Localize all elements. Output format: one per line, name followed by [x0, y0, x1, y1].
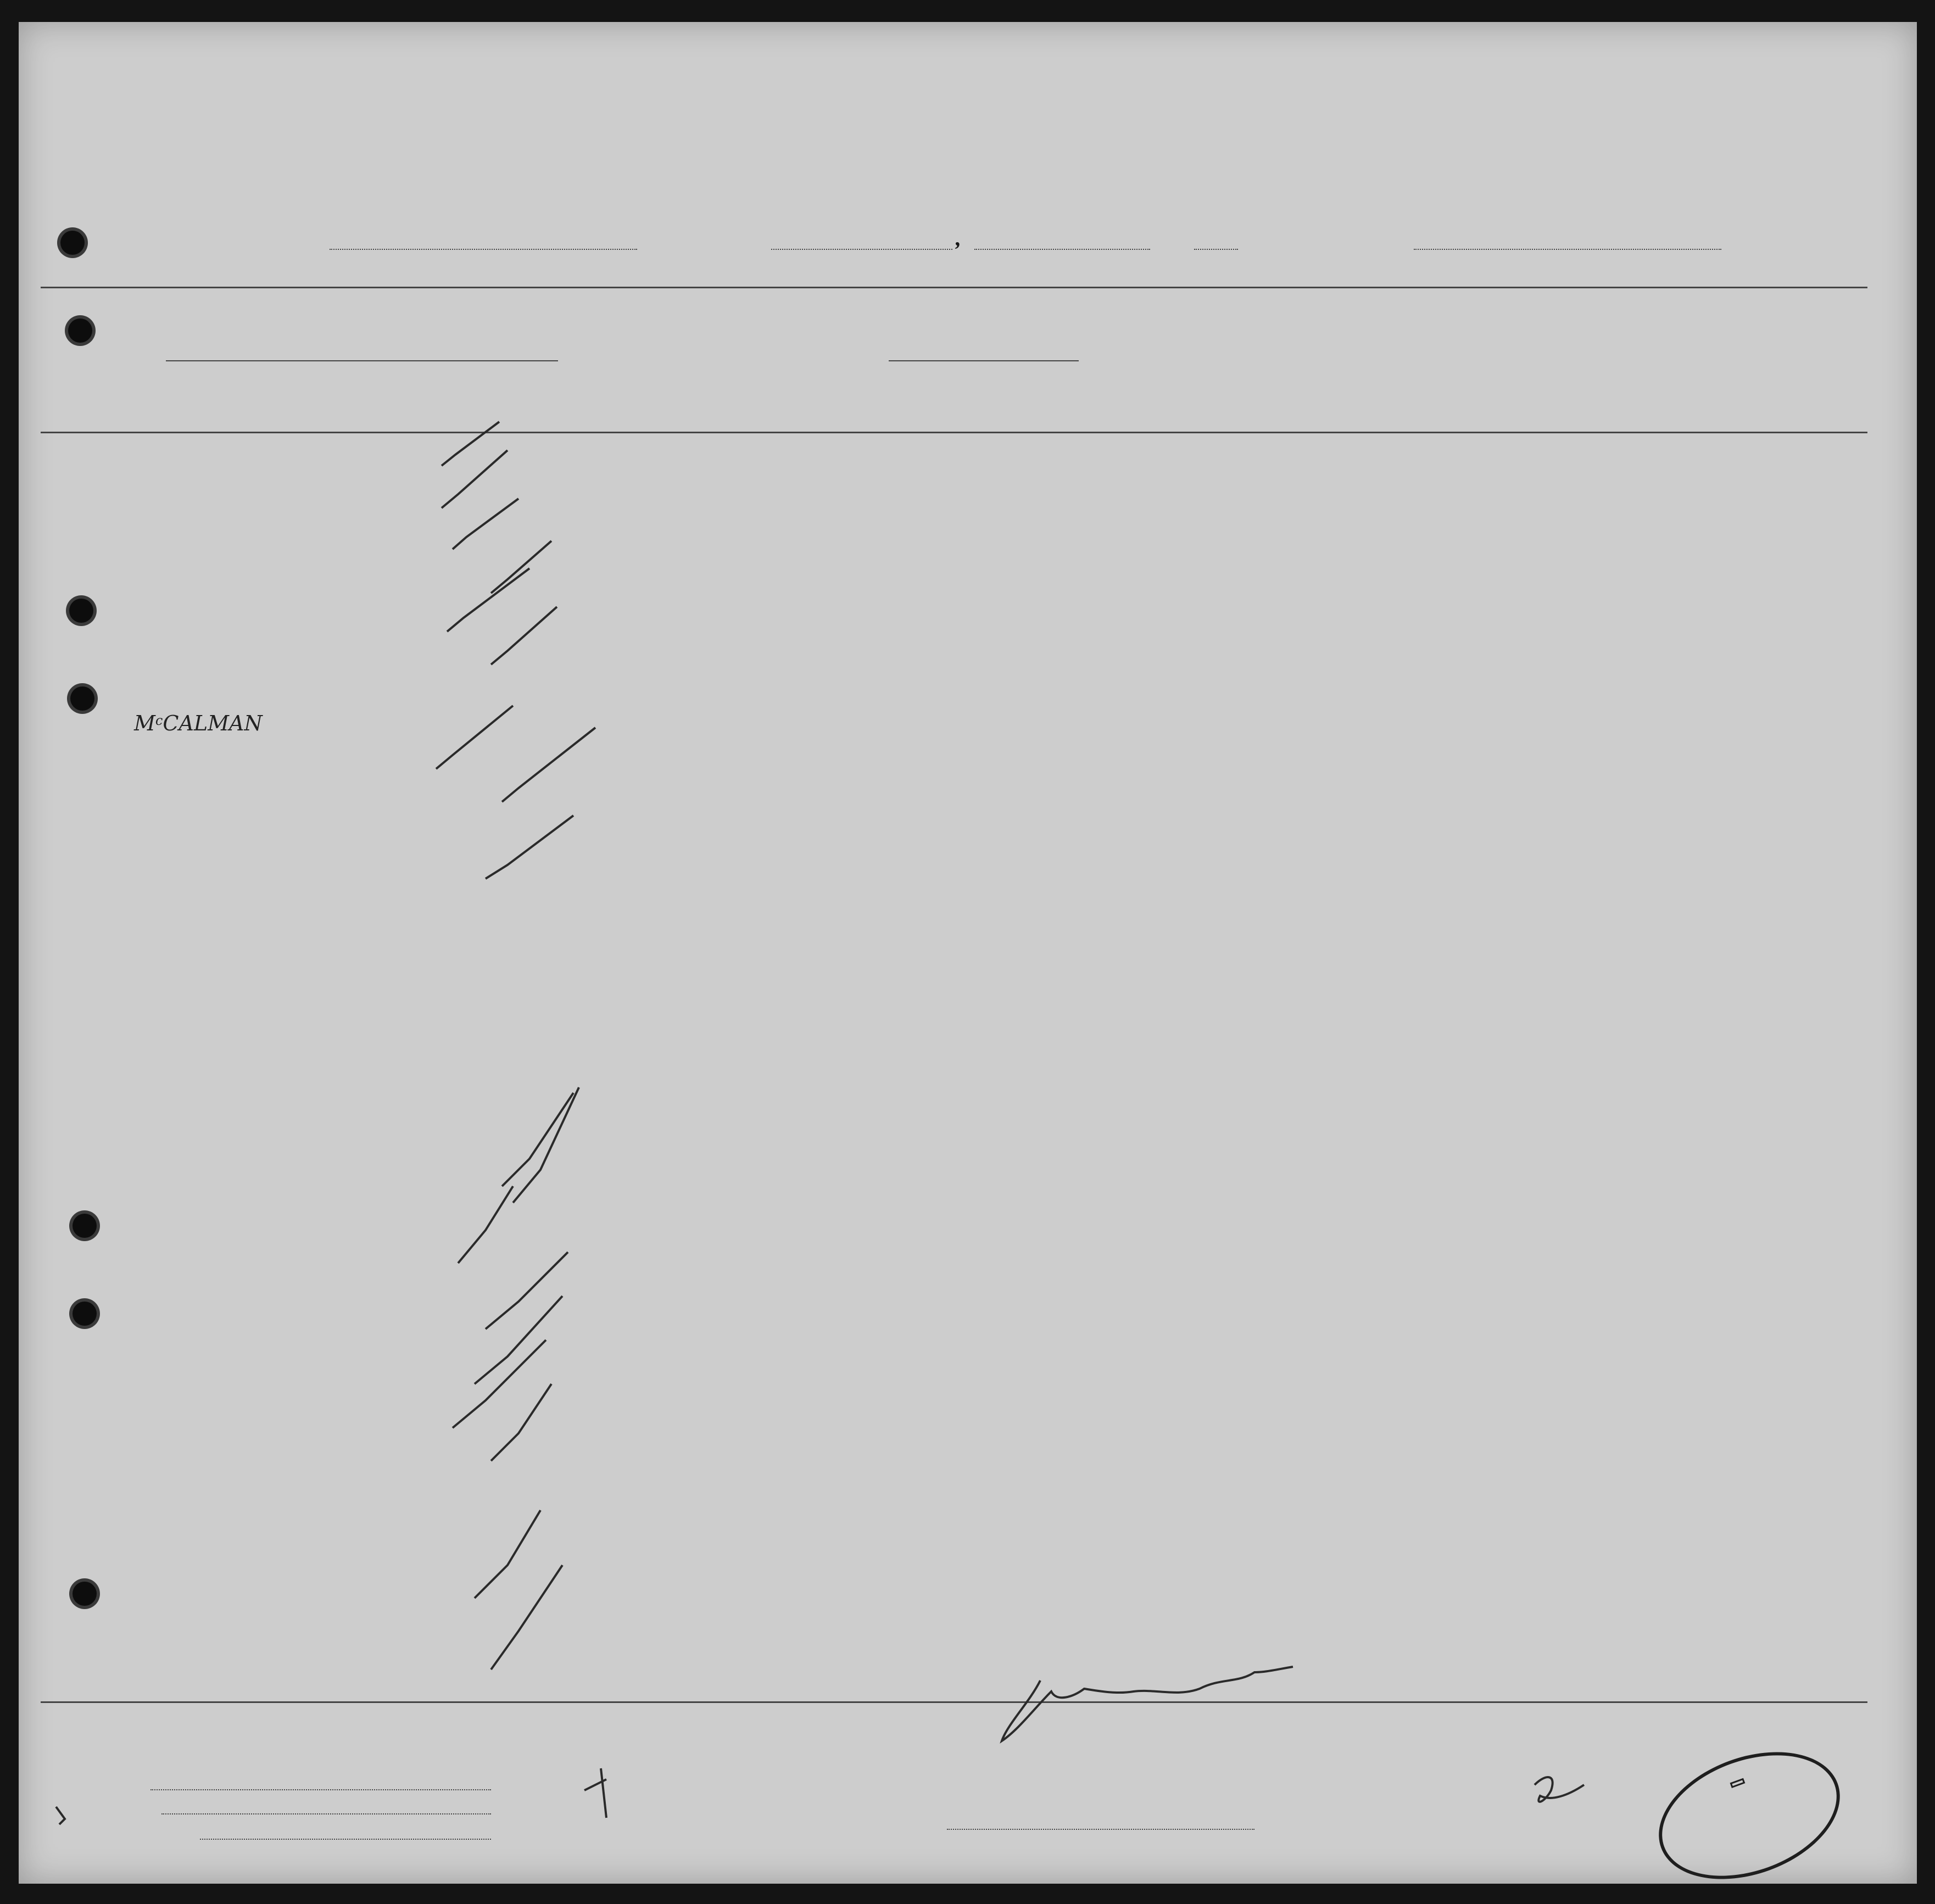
handwriting-overlay: [19, 22, 1917, 1884]
seal-date: [1730, 1778, 1746, 1788]
handwritten-name: $M^cCALMAN$: [134, 711, 263, 735]
manifest-sheet: , $M^cCALMAN$: [19, 22, 1917, 1884]
